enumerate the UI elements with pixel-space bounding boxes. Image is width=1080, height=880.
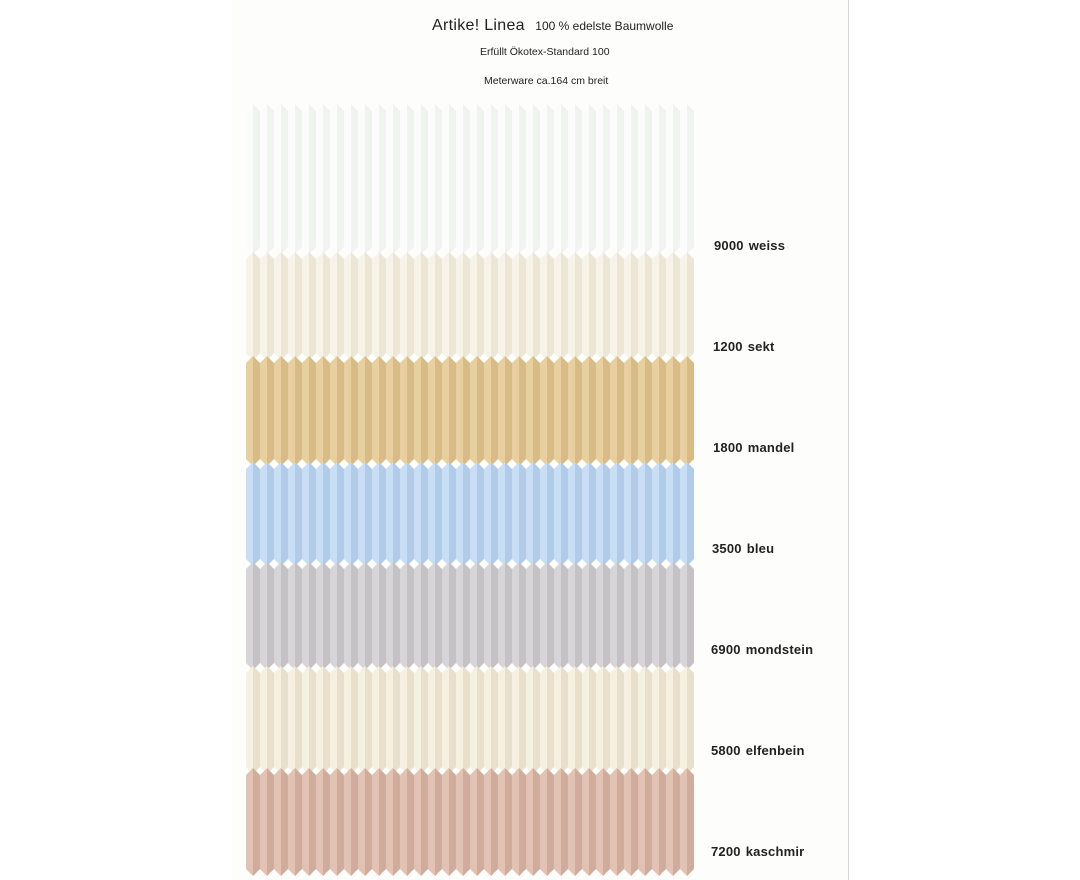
- swatch-code: 1200: [713, 339, 743, 354]
- swatch-name: weiss: [748, 238, 786, 253]
- swatch-label-mandel: [713, 440, 794, 455]
- swatch-name: kaschmir: [745, 844, 805, 859]
- fabric-sample: [246, 562, 694, 670]
- swatch-label-sekt: [713, 339, 775, 354]
- fabric-sample: [246, 462, 694, 566]
- card-title: [432, 17, 673, 35]
- fabric-swatch-bleu: [246, 462, 694, 566]
- swatch-name: elfenbein: [745, 743, 805, 758]
- fabric-swatch-mandel: [246, 356, 694, 466]
- swatch-code: 9000: [714, 238, 744, 253]
- swatch-code: 1800: [713, 440, 743, 455]
- swatch-code: 6900: [711, 642, 741, 657]
- swatch-label-kaschmir: [711, 844, 804, 859]
- swatch-code: 3500: [712, 541, 742, 556]
- swatch-label-mondstein: [711, 642, 813, 657]
- article-title: Artike! Linea: [432, 17, 525, 34]
- swatch-code: 7200: [711, 844, 741, 859]
- fabric-sample: [246, 768, 694, 876]
- certification-note: Erfüllt Ökotex-Standard 100: [480, 46, 610, 58]
- fabric-sample: [246, 104, 694, 254]
- swatch-label-weiss: [714, 238, 785, 253]
- swatch-name: bleu: [746, 541, 775, 556]
- swatch-label-elfenbein: [711, 743, 805, 758]
- swatch-code: 5800: [711, 743, 741, 758]
- fabric-swatch-weiss: [246, 104, 694, 254]
- swatch-name: mandel: [747, 440, 795, 455]
- width-note: Meterware ca.164 cm breit: [484, 75, 609, 87]
- fabric-sample: [246, 666, 694, 774]
- fabric-swatch-elfenbein: [246, 666, 694, 774]
- fabric-sample: [246, 252, 694, 360]
- material-description: 100 % edelste Baumwolle: [535, 19, 674, 33]
- swatch-name: mondstein: [745, 642, 814, 657]
- fabric-swatch-kaschmir: [246, 768, 694, 876]
- sheet-edge-divider: [848, 0, 849, 880]
- fabric-swatch-mondstein: [246, 562, 694, 670]
- swatch-name: sekt: [747, 339, 775, 354]
- swatch-label-bleu: [712, 541, 774, 556]
- fabric-swatch-sekt: [246, 252, 694, 360]
- fabric-sample: [246, 356, 694, 466]
